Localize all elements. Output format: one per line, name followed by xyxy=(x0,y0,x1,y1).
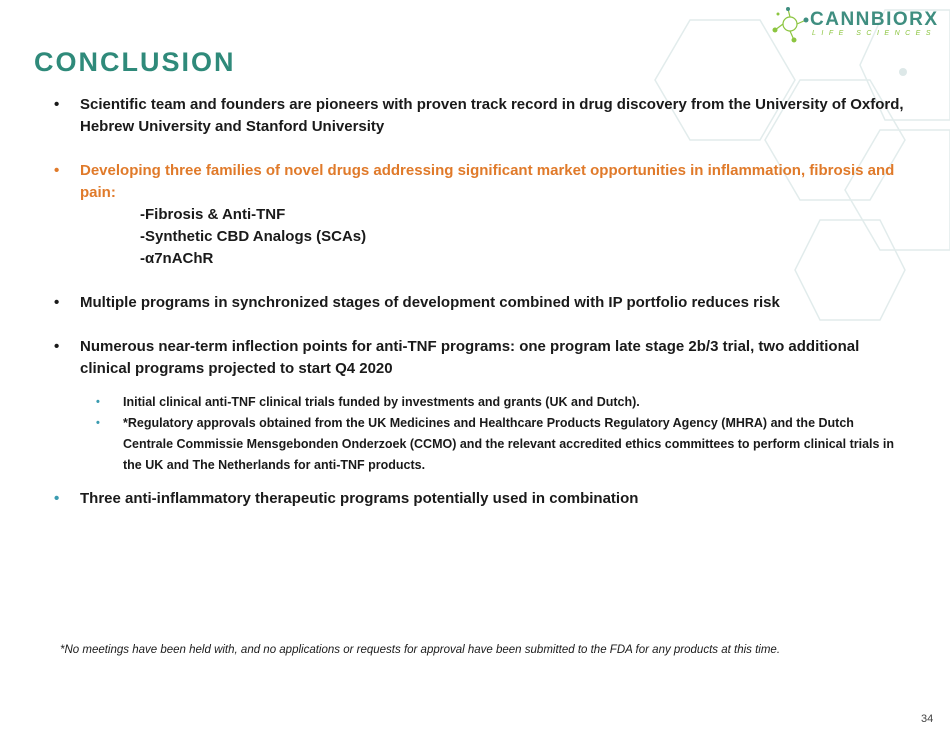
logo-tagline: LIFE SCIENCES xyxy=(812,30,937,37)
molecule-logo-icon xyxy=(770,6,810,46)
page-title: CONCLUSION xyxy=(34,47,236,77)
logo-name: CANNBIORX xyxy=(810,9,939,30)
bullet-text: Numerous near-term inflection points for anti-TNF programs: one program late stage 2b/3 trial, two additional clinical programs projected to start Q4 2020 xyxy=(80,338,860,377)
bullet-text: Developing three families of novel drugs addressing significant market opportunities in inflammation, fibrosis and pain: xyxy=(80,162,895,201)
subbullet-text: *Regulatory approvals obtained from the UK Medicines and Healthcare Products Regulatory Agency (MHRA) and the Dutch Centrale Commissie Mensgebonden Onderzoek (CCMO) and the relevant accredited ethics committees to perform clinical trials in the UK and The Netherlands for anti-TNF products. xyxy=(123,416,895,472)
drug-family-fibrosis: -Fibrosis & Anti-TNF xyxy=(140,206,286,223)
cannbiorx-logo xyxy=(770,6,940,46)
drug-family-scas: -Synthetic CBD Analogs (SCAs) xyxy=(140,228,367,245)
bullet-dot-icon: • xyxy=(54,490,60,507)
bullet-text: Three anti-inflammatory therapeutic programs potentially used in combination xyxy=(80,490,639,507)
subbullet-text: Initial clinical anti-TNF clinical trials funded by investments and grants (UK and Dutch). xyxy=(123,395,640,409)
bullet-scientific-team xyxy=(54,94,904,138)
subbullet-regulatory xyxy=(54,413,904,476)
drug-family-a7nachr: -α7nAChR xyxy=(140,250,214,267)
fda-footnote: *No meetings have been held with, and no applications or requests for approval have been submitted to the FDA for any products at this time. xyxy=(60,644,781,656)
subbullet-dot-icon: • xyxy=(96,396,100,408)
subbullet-funding xyxy=(54,392,904,413)
subbullet-dot-icon: • xyxy=(96,417,100,429)
bullet-drug-families xyxy=(54,160,904,204)
bullet-dot-icon: • xyxy=(54,294,60,311)
bullet-dot-icon: • xyxy=(54,162,60,179)
bullet-multiple-programs xyxy=(54,292,904,314)
bullet-combination xyxy=(54,488,904,510)
bullet-inflection-points xyxy=(54,336,904,380)
page-number: 34 xyxy=(921,713,934,725)
bullet-text: Scientific team and founders are pioneers with proven track record in drug discovery from the University of Oxford, Hebrew University and Stanford University xyxy=(80,96,904,135)
bullet-dot-icon: • xyxy=(54,338,60,355)
conclusion-content xyxy=(54,94,904,510)
bullet-dot-icon: • xyxy=(54,96,60,113)
bullet-text: Multiple programs in synchronized stages of development combined with IP portfolio reduces risk xyxy=(80,294,780,311)
